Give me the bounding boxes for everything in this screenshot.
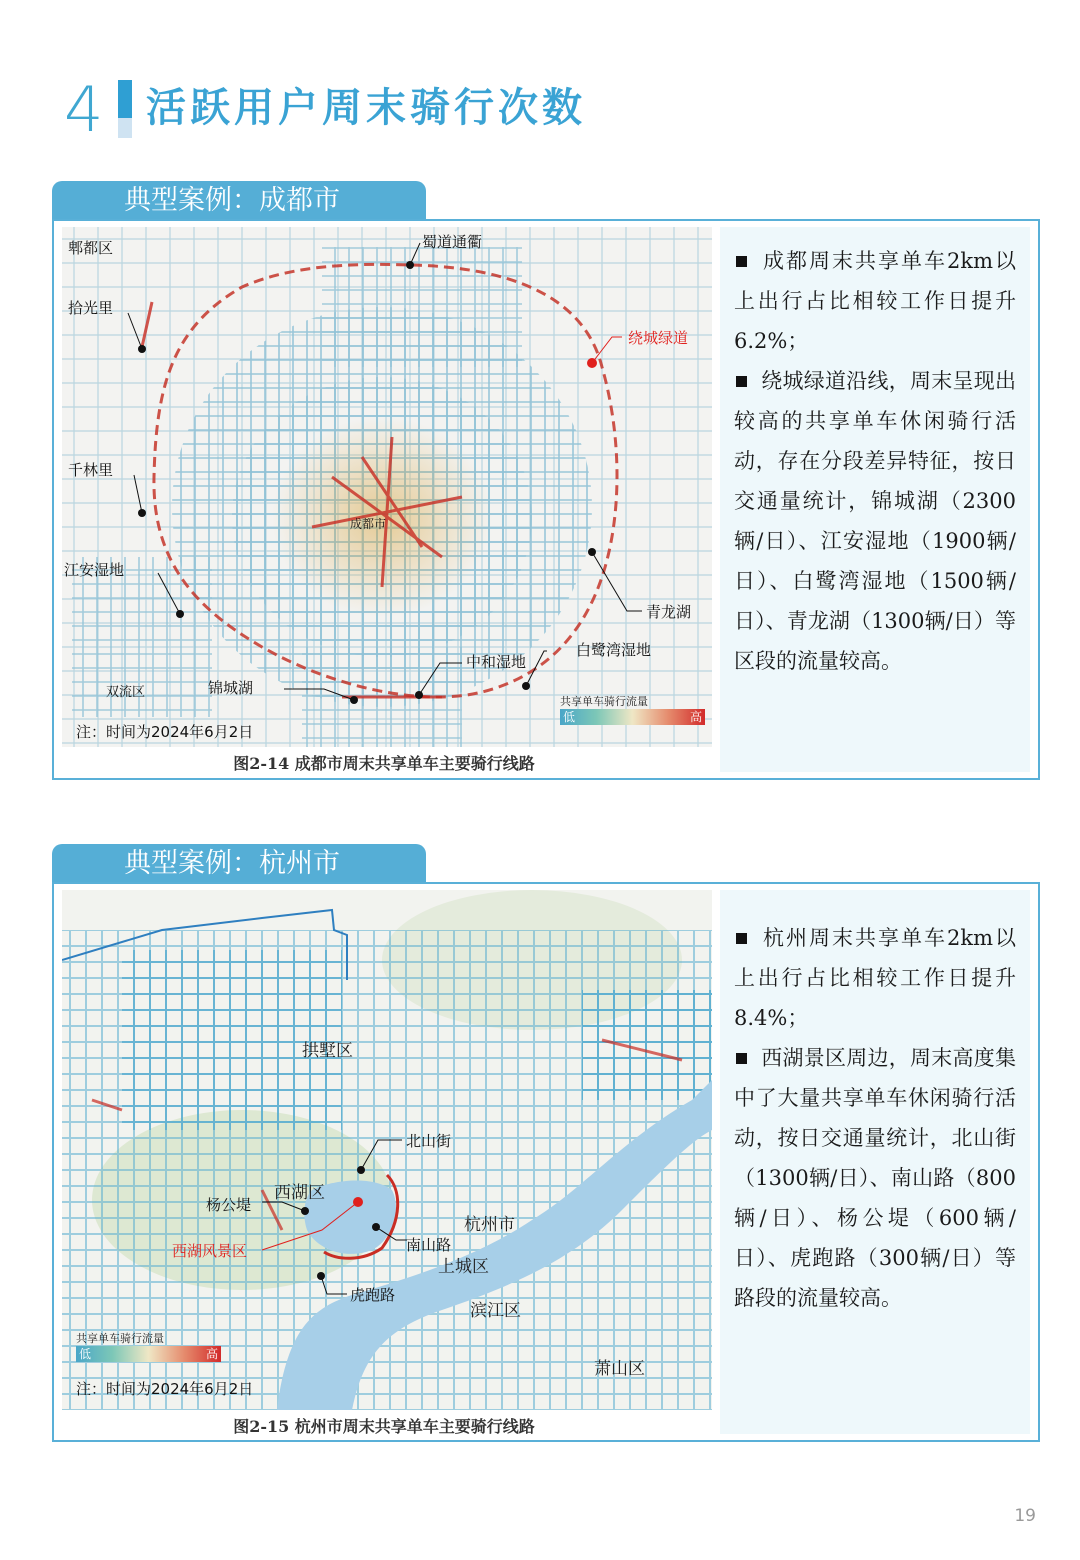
bullet-square-icon [736, 376, 747, 387]
label-raocheng: 绕城绿道 [628, 329, 689, 347]
hangzhou-text [720, 890, 1030, 1434]
label-jinchenghu: 锦城湖 [208, 679, 254, 697]
label-xihufengjing: 西湖风景区 [172, 1242, 248, 1260]
chengdu-bullet-1: 成都周末共享单车2km以上出行占比相较工作日提升6.2%； [734, 249, 1016, 353]
label-gongshu: 拱墅区 [302, 1041, 353, 1061]
section-number: 4 [64, 73, 104, 146]
label-chengdu: 成都市 [350, 517, 387, 531]
section-title: 活跃用户周末骑行次数 [146, 85, 586, 131]
label-bailuwan: 白鹭湾湿地 [576, 641, 652, 659]
hangzhou-map [62, 890, 712, 1410]
legend-low: 低 [79, 1347, 92, 1361]
case-box-hangzhou [52, 882, 1040, 1442]
label-shuangliu: 双流区 [106, 685, 146, 700]
label-hangzhou: 杭州市 [464, 1215, 515, 1235]
legend-title: 共享单车骑行流量 [76, 1332, 164, 1345]
label-xihuqu: 西湖区 [274, 1183, 325, 1203]
label-yanggongdi: 杨公堤 [206, 1196, 252, 1214]
legend-low: 低 [563, 710, 576, 724]
chengdu-bullet-2: 绕城绿道沿线，周末呈现出较高的共享单车休闲骑行活动，存在分段差异特征，按日交通量统计，锦城湖（2300辆/日）、江安湿地（1900辆/日）、白鹭湾湿地（1500辆/日）、青龙湖（1300辆/日）等区段的流量较高。 [734, 369, 1016, 673]
case-box-chengdu [52, 219, 1040, 780]
chengdu-note: 注：时间为2024年6月2日 [76, 723, 254, 741]
section-bar [118, 80, 132, 138]
label-qianlinli: 千林里 [68, 461, 114, 479]
hangzhou-bullet-2: 西湖景区周边，周末高度集中了大量共享单车休闲骑行活动，按日交通量统计，北山街（1300辆/日）、南山路（800辆/日）、杨公堤（600辆/日）、虎跑路（300辆/日）等路段的流量较高。 [734, 1046, 1016, 1310]
chengdu-map [62, 227, 712, 747]
legend-gradient [560, 709, 705, 725]
case-tab-chengdu: 典型案例：成都市 [52, 181, 426, 219]
bullet-square-icon [736, 933, 747, 944]
hangzhou-caption: 图2-15 杭州市周末共享单车主要骑行线路 [233, 1417, 535, 1436]
legend-title: 共享单车骑行流量 [560, 695, 648, 708]
label-zhonghe: 中和湿地 [466, 653, 527, 671]
label-beishanjie: 北山街 [406, 1132, 452, 1150]
bullet-square-icon [736, 1053, 747, 1064]
label-shudao: 蜀道通衢 [422, 233, 483, 251]
label-jiangan: 江安湿地 [64, 561, 125, 579]
bullet-square-icon [736, 256, 747, 267]
case-tab-hangzhou: 典型案例：杭州市 [52, 844, 426, 882]
label-nanshanlu: 南山路 [406, 1236, 452, 1254]
label-binjiang: 滨江区 [470, 1301, 521, 1321]
label-pixian: 郫都区 [68, 239, 114, 257]
label-hupaolu: 虎跑路 [350, 1286, 396, 1304]
legend-gradient [76, 1346, 221, 1362]
label-xiaoshan: 萧山区 [594, 1359, 645, 1379]
hangzhou-bullet-1: 杭州周末共享单车2km以上出行占比相较工作日提升8.4%； [734, 926, 1016, 1030]
label-shangcheng: 上城区 [438, 1257, 489, 1277]
chengdu-legend [560, 693, 705, 725]
legend-high: 高 [689, 710, 702, 724]
page-number: 19 [1014, 1506, 1036, 1526]
label-shiguangli: 拾光里 [68, 299, 114, 317]
chengdu-text [720, 227, 1030, 772]
label-qinglonghu: 青龙湖 [646, 603, 692, 621]
hangzhou-note: 注：时间为2024年6月2日 [76, 1380, 254, 1398]
legend-high: 高 [205, 1347, 218, 1361]
hangzhou-legend [76, 1330, 221, 1362]
chengdu-caption: 图2-14 成都市周末共享单车主要骑行线路 [233, 754, 535, 773]
